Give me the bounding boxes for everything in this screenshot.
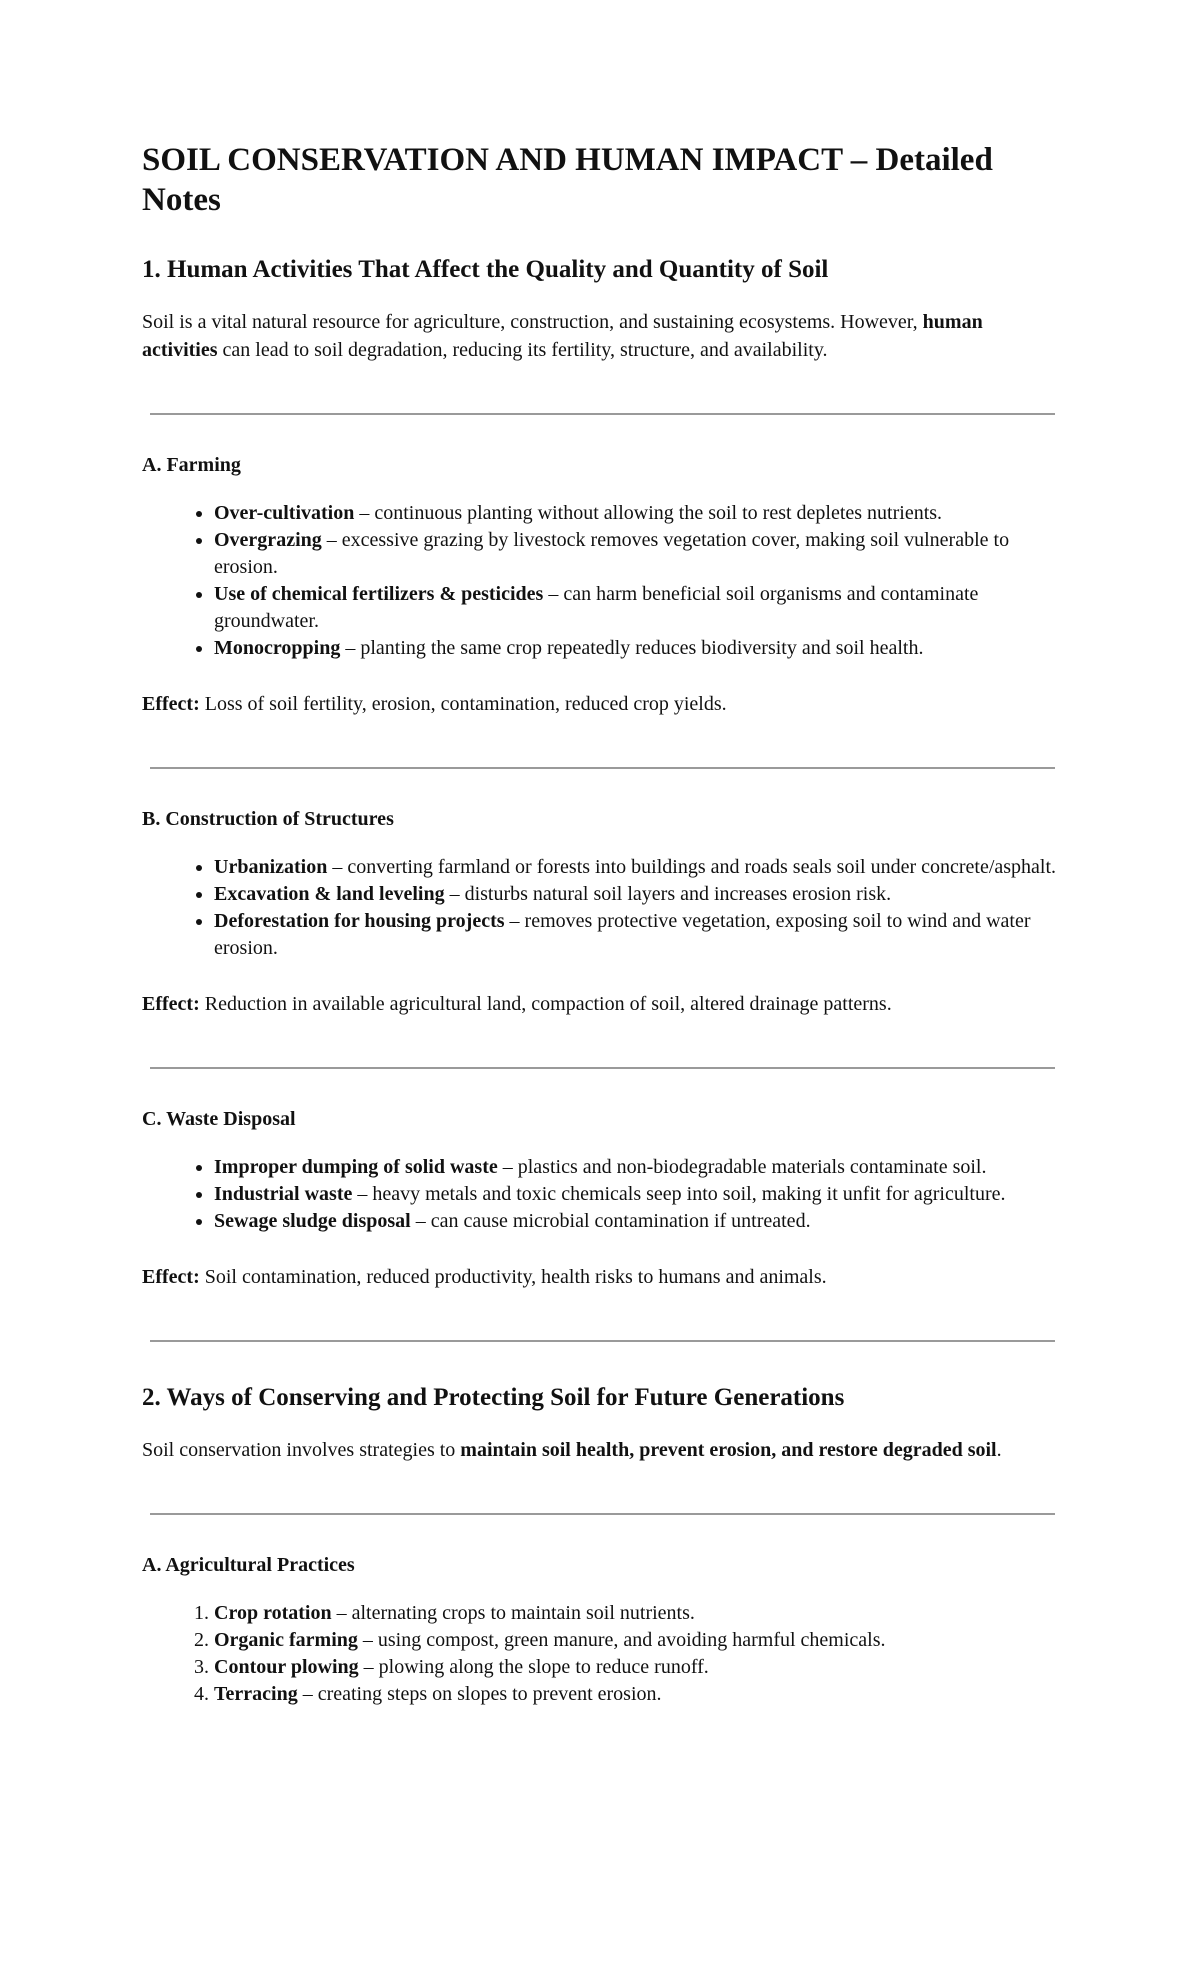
list-item: • Sewage sludge disposal – can cause microbial contamination if untreated.: [214, 1208, 1062, 1235]
farming-list: [142, 500, 1062, 662]
list-item: • Excavation & land leveling – disturbs natural soil layers and increases erosion risk.: [214, 881, 1062, 908]
construction-effect: Effect: Reduction in available agricultural land, compaction of soil, altered drainage patterns.: [142, 993, 892, 1015]
list-item: 3. Contour plowing – plowing along the slope to reduce runoff.: [214, 1654, 1062, 1681]
list-item: • Use of chemical fertilizers & pesticides – can harm beneficial soil organisms and contaminate groundwater.: [214, 581, 1062, 635]
farming-heading: A. Farming: [142, 454, 241, 476]
construction-heading: B. Construction of Structures: [142, 808, 394, 830]
list-item: 1. Crop rotation – alternating crops to maintain soil nutrients.: [214, 1600, 1062, 1627]
page-title: SOIL CONSERVATION AND HUMAN IMPACT – Detailed Notes: [142, 142, 993, 218]
list-item: 4. Terracing – creating steps on slopes to prevent erosion.: [214, 1681, 1062, 1708]
farming-effect: Effect: Loss of soil fertility, erosion, contamination, reduced crop yields.: [142, 693, 727, 715]
list-item: • Deforestation for housing projects – removes protective vegetation, exposing soil to wind and water erosion.: [214, 908, 1062, 962]
document-page: [142, 140, 1062, 1708]
construction-list: [142, 854, 1062, 962]
waste-heading: C. Waste Disposal: [142, 1108, 296, 1130]
waste-list: [142, 1154, 1062, 1235]
list-item: • Monocropping – planting the same crop repeatedly reduces biodiversity and soil health.: [214, 635, 1062, 662]
list-item: • Industrial waste – heavy metals and toxic chemicals seep into soil, making it unfit for agriculture.: [214, 1181, 1062, 1208]
section-1-intro: Soil is a vital natural resource for agriculture, construction, and sustaining ecosystems. However, human activities can lead to soil degradation, reducing its fertility, structure, and availability.: [142, 311, 983, 361]
list-item: • Overgrazing – excessive grazing by livestock removes vegetation cover, making soil vulnerable to erosion.: [214, 527, 1062, 581]
section-2-heading: 2. Ways of Conserving and Protecting Soil for Future Generations: [142, 1384, 845, 1411]
list-item: • Improper dumping of solid waste – plastics and non-biodegradable materials contaminate soil.: [214, 1154, 1062, 1181]
list-item: • Urbanization – converting farmland or forests into buildings and roads seals soil under concrete/asphalt.: [214, 854, 1062, 881]
waste-effect: Effect: Soil contamination, reduced productivity, health risks to humans and animals.: [142, 1266, 827, 1288]
list-item: • Over-cultivation – continuous planting without allowing the soil to rest depletes nutrients.: [214, 500, 1062, 527]
list-item: 2. Organic farming – using compost, green manure, and avoiding harmful chemicals.: [214, 1627, 1062, 1654]
agricultural-practices-heading: A. Agricultural Practices: [142, 1554, 355, 1576]
section-1-heading: 1. Human Activities That Affect the Quality and Quantity of Soil: [142, 256, 829, 283]
section-2-intro: Soil conservation involves strategies to maintain soil health, prevent erosion, and restore degraded soil.: [142, 1439, 1002, 1461]
agricultural-practices-list: [142, 1600, 1062, 1708]
